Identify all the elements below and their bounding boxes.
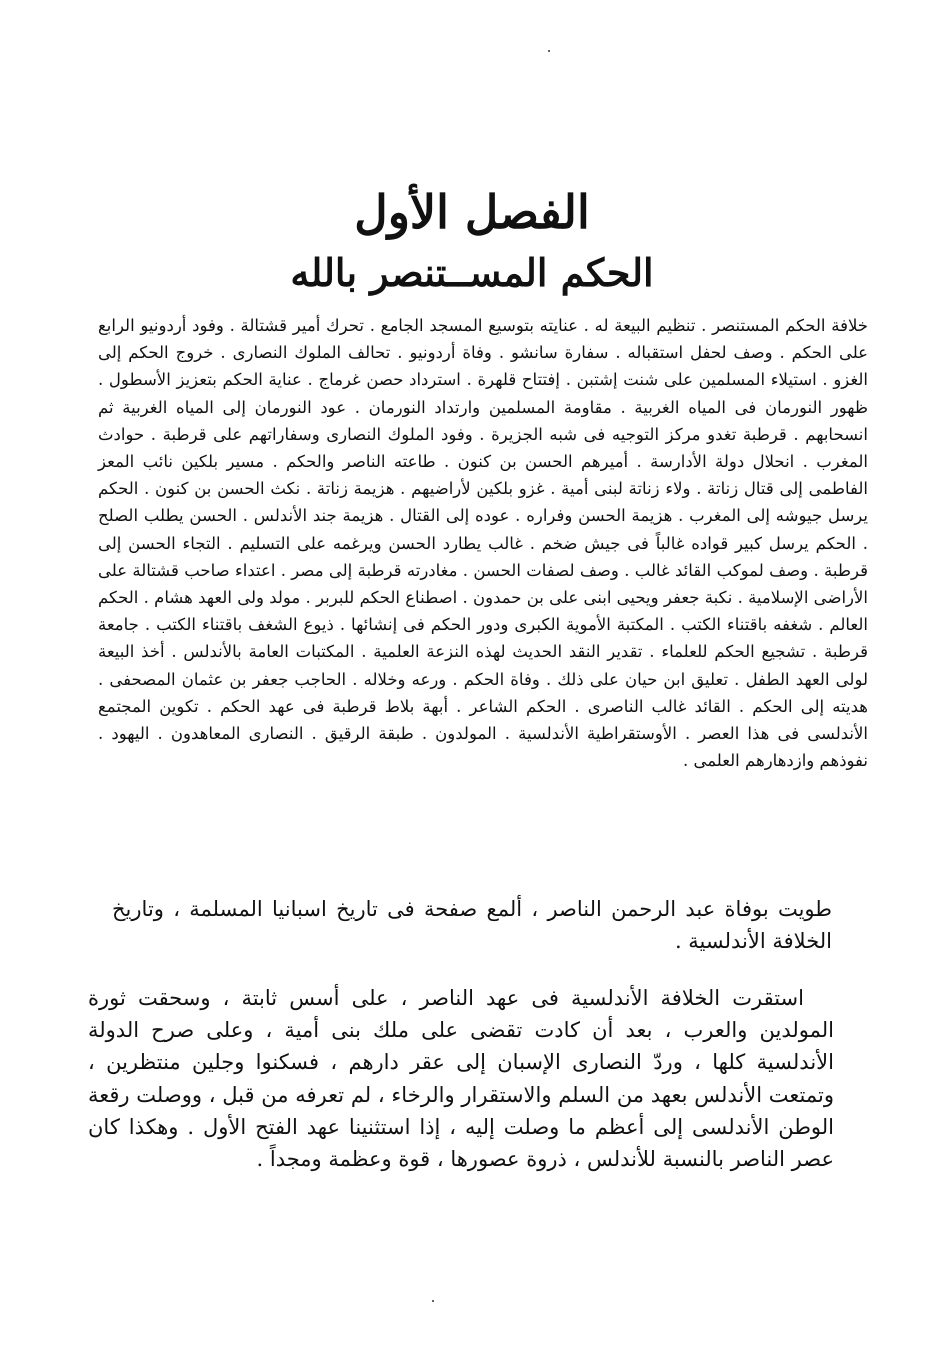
- chapter-summary: خلافة الحكم المستنصر . تنظيم البيعة له . عنايته بتوسيع المسجد الجامع . تحرك أمير قشتالة . وفود أردونيو الرابع على الحكم . وصف لحفل استقباله . سفارة سانشو . وفاة أردونيو . تحالف الملوك النصارى . خروج الحكم إلى الغزو . استيلاء المسلمين على شنت إشتبن . إفتتاح قلهرة . استرداد حصن غرماج . عناية الحكم بتعزيز الأسطول . ظهور النورمان فى المياه الغربية . مقاومة المسلمين وارتداد النورمان . عود النورمان إلى المياه الغربية ثم انسحابهم . قرطبة تغدو مركز التوجيه فى شبه الجزيرة . وفود الملوك النصارى وسفاراتهم على قرطبة . حوادث المغرب . انحلال دولة الأدارسة . أميرهم الحسن بن كنون . طاعته الناصر والحكم . مسير بلكين نائب المعز الفاطمى إلى قتال زناتة . ولاء زناتة لبنى أمية . غزو بلكين لأراضيهم . هزيمة زناتة . نكث الحسن بن كنون . الحكم يرسل جيوشه إلى المغرب . هزيمة الحسن وفراره . عوده إلى القتال . هزيمة جند الأندلس . الحسن يطلب الصلح . الحكم يرسل كبير قواده غالباً فى جيش ضخم . غالب يطارد الحسن ويرغمه على التسليم . التجاء الحسن إلى قرطبة . وصف لموكب القائد غالب . وصف لصفات الحسن . مغادرته قرطبة إلى مصر . اعتداء صاحب قشتالة على الأراضى الإسلامية . نكبة جعفر ويحيى ابنى على بن حمدون . اصطناع الحكم للبربر . مولد ولى العهد هشام . الحكم العالم . شغفه باقتناء الكتب . المكتبة الأموية الكبرى ودور الحكم فى إنشائها . ذيوع الشغف باقتناء الكتب . جامعة قرطبة . تشجيع الحكم للعلماء . تقدير النقد الحديث لهذه النزعة العلمية . المكتبات العامة بالأندلس . أخذ البيعة لولى العهد الطفل . تعليق ابن حيان على ذلك . وفاة الحكم . ورعه وخلاله . الحاجب جعفر بن عثمان المصحفى . هديته إلى الحكم . القائد غالب الناصرى . الحكم الشاعر . أبهة بلاط قرطبة فى عهد الحكم . تكوين المجتمع الأندلسى فى هذا العصر . الأوستقراطية الأندلسية . المولدون . طبقة الرقيق . النصارى المعاهدون . اليهود . نفوذهم وازدهارهم العلمى .: [98, 316, 868, 771]
- intro-paragraph: طويت بوفاة عبد الرحمن الناصر ، ألمع صفحة فى تاريخ اسبانيا المسلمة ، وتاريخ الخلافة الأندلسية .: [112, 897, 832, 953]
- page-speck: [432, 1300, 434, 1302]
- chapter-title: الحكم المســتنصر بالله: [290, 250, 654, 295]
- chapter-heading: الفصل الأول: [354, 185, 590, 239]
- page-speck: [548, 50, 550, 52]
- body-paragraph: استقرت الخلافة الأندلسية فى عهد الناصر ، على أسس ثابتة ، وسحقت ثورة المولدين والعرب ، بعد أن كادت تقضى على ملك بنى أمية ، وعلى صرح الدولة الأندلسية كلها ، وردّ النصارى الإسبان إلى عقر دارهم ، فسكنوا وجلين منتظرين ، وتمتعت الأندلس بعهد من السلم والاستقرار والرخاء ، لم تعرفه من قبل ، ووصلت رقعة الوطن الأندلسى إلى أعظم ما وصلت إليه ، إذا استثنينا عهد الفتح الأول . وهكذا كان عصر الناصر بالنسبة للأندلس ، ذروة عصورها ، قوة وعظمة ومجداً .: [88, 986, 834, 1172]
